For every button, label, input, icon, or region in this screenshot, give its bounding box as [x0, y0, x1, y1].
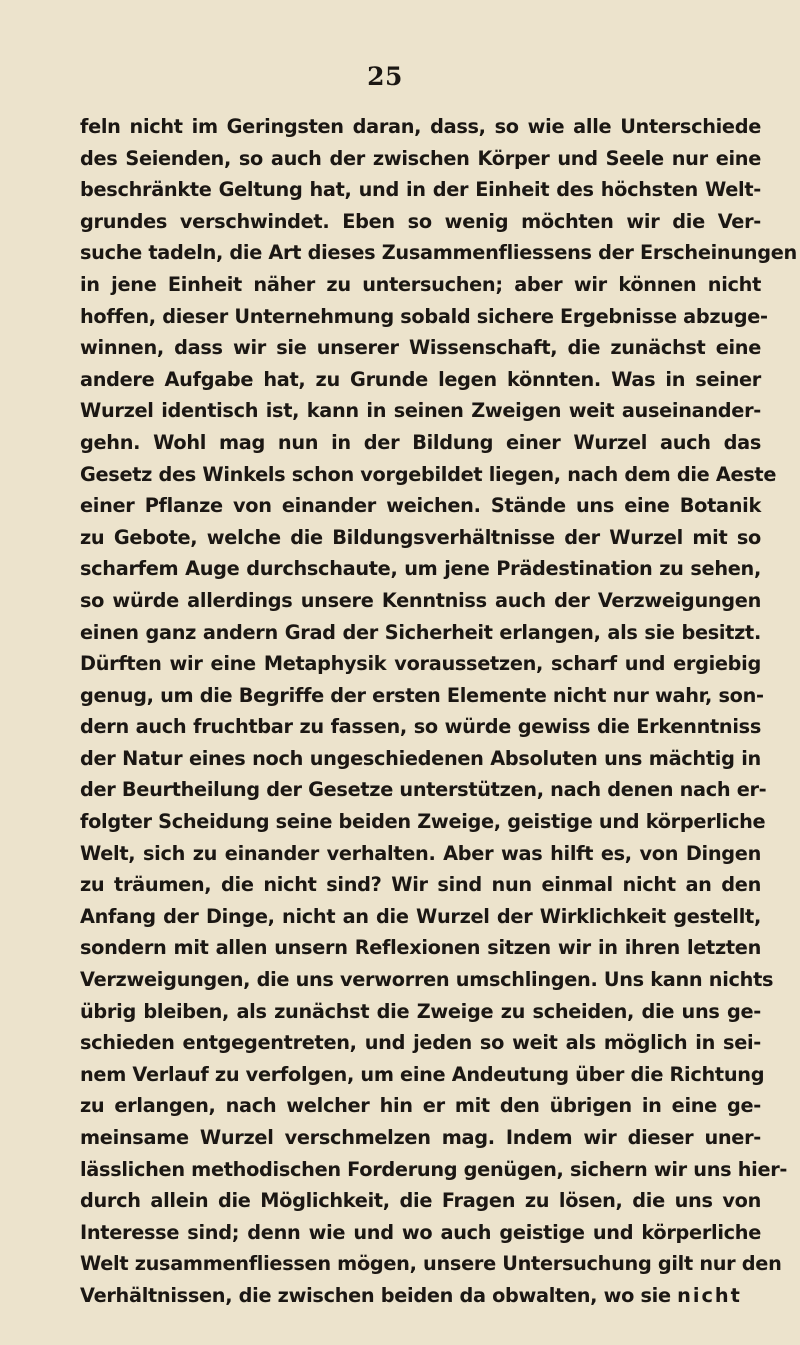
text-line: andere Aufgabe hat, zu Grunde legen könnten. Was in seiner: [80, 367, 761, 391]
text-line: suche tadeln, die Art dieses Zusammenfliessens der Erscheinungen: [80, 241, 797, 265]
text-line: folgter Scheidung seine beiden Zweige, geistige und körperliche: [80, 810, 766, 834]
text-line: durch allein die Möglichkeit, die Fragen zu lösen, die uns von: [80, 1189, 761, 1213]
final-line-text: Verhältnissen, die zwischen beiden da obwalten, wo sie: [80, 1283, 671, 1307]
text-line: beschränkte Geltung hat, und in der Einheit des höchsten Welt-: [80, 178, 761, 202]
text-line: einer Pflanze von einander weichen. Stände uns eine Botanik: [80, 494, 761, 518]
text-line: schieden entgegentreten, und jeden so weit als möglich in sei-: [80, 1031, 761, 1055]
text-line: Welt zusammenfliessen mögen, unsere Untersuchung gilt nur den: [80, 1252, 782, 1276]
text-line-final: [80, 1280, 761, 1312]
text-line: Interesse sind; denn wie und wo auch geistige und körperliche: [80, 1220, 761, 1244]
text-line: Gesetz des Winkels schon vorgebildet liegen, nach dem die Aeste: [80, 462, 777, 486]
text-line: Dürften wir eine Metaphysik voraussetzen, scharf und ergiebig: [80, 652, 761, 676]
text-line: sondern mit allen unsern Reflexionen sitzen wir in ihren letzten: [80, 936, 761, 960]
text-line: lässlichen methodischen Forderung genügen, sichern wir uns hier-: [80, 1157, 788, 1181]
text-line: zu erlangen, nach welcher hin er mit den übrigen in eine ge-: [80, 1094, 761, 1118]
text-line: in jene Einheit näher zu untersuchen; aber wir können nicht: [80, 272, 761, 296]
text-line: so würde allerdings unsere Kenntniss auch der Verzweigungen: [80, 588, 761, 612]
text-line: der Beurtheilung der Gesetze unterstützen, nach denen nach er-: [80, 778, 767, 802]
text-line: hoffen, dieser Unternehmung sobald sichere Ergebnisse abzuge-: [80, 304, 768, 328]
text-line: Welt, sich zu einander verhalten. Aber was hilft es, von Dingen: [80, 841, 761, 865]
text-line: gehn. Wohl mag nun in der Bildung einer Wurzel auch das: [80, 430, 761, 454]
text-line: meinsame Wurzel verschmelzen mag. Indem wir dieser uner-: [80, 1126, 761, 1149]
body-text: [80, 111, 797, 1312]
text-line: dern auch fruchtbar zu fassen, so würde gewiss die Erkenntniss: [80, 715, 761, 739]
text-line: winnen, dass wir sie unserer Wissenschaft, die zunächst eine: [80, 336, 761, 360]
page-number: 25: [367, 62, 403, 91]
text-line: nem Verlauf zu verfolgen, um eine Andeutung über die Richtung: [80, 1062, 765, 1086]
text-line: scharfem Auge durchschaute, um jene Prädestination zu sehen,: [80, 557, 761, 581]
text-line: zu Gebote, welche die Bildungsverhältnisse der Wurzel mit so: [80, 525, 761, 549]
text-line: übrig bleiben, als zunächst die Zweige zu scheiden, die uns ge-: [80, 999, 761, 1023]
text-line: grundes verschwindet. Eben so wenig möchten wir die Ver-: [80, 209, 761, 233]
text-line: Wurzel identisch ist, kann in seinen Zweigen weit auseinander-: [80, 399, 761, 423]
text-line: der Natur eines noch ungeschiedenen Absoluten uns mächtig in: [80, 746, 761, 770]
text-line: zu träumen, die nicht sind? Wir sind nun einmal nicht an den: [80, 873, 761, 897]
text-line: einen ganz andern Grad der Sicherheit erlangen, als sie besitzt.: [80, 620, 761, 644]
text-line: Verzweigungen, die uns verworren umschlingen. Uns kann nichts: [80, 968, 774, 992]
text-line: Anfang der Dinge, nicht an die Wurzel der Wirklichkeit gestellt,: [80, 904, 761, 928]
text-line: feln nicht im Geringsten daran, dass, so wie alle Unterschiede: [80, 115, 761, 138]
text-line: genug, um die Begriffe der ersten Elemente nicht nur wahr, son-: [80, 683, 764, 707]
text-line: des Seienden, so auch der zwischen Körper und Seele nur eine: [80, 146, 761, 170]
emphasized-word: nicht: [677, 1283, 742, 1307]
